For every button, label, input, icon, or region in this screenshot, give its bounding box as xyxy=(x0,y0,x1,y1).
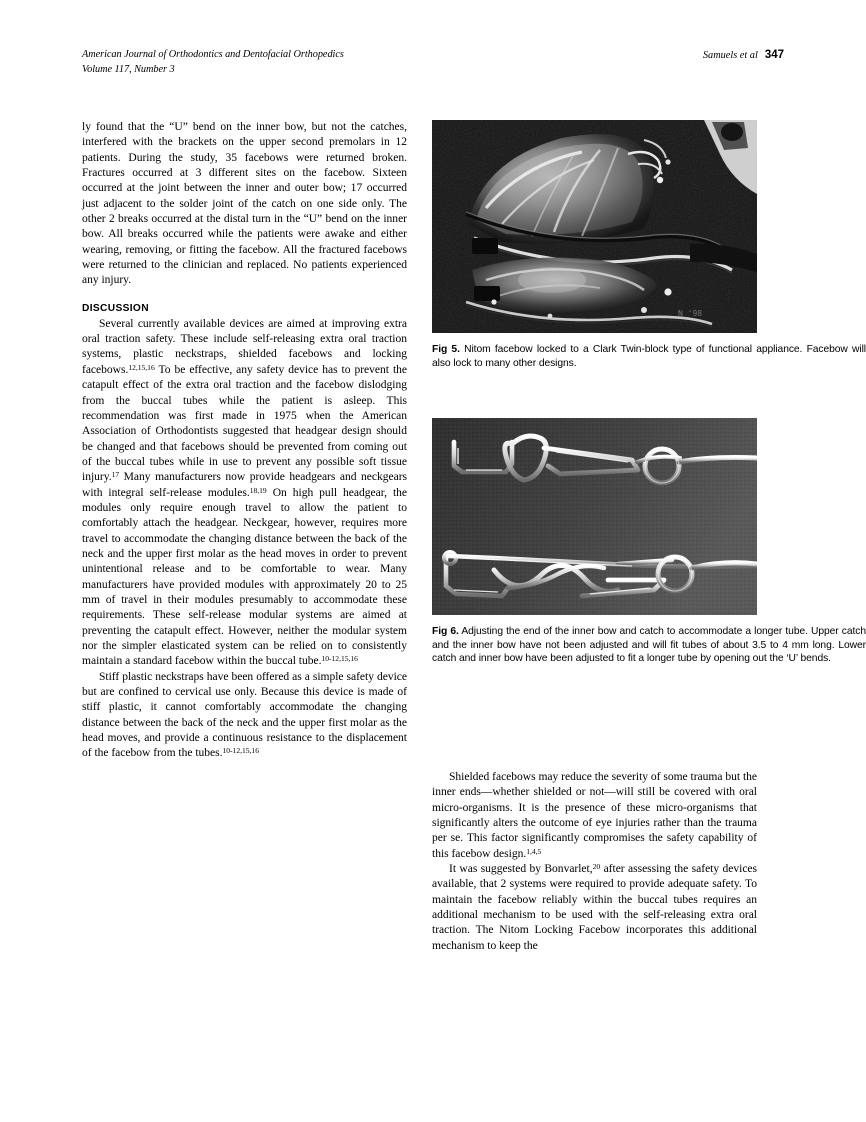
right-column xyxy=(432,770,757,954)
figure-5 xyxy=(432,120,866,370)
figure-6-caption-text: Adjusting the end of the inner bow and catch to accommodate a longer tube. Upper catch and the inner bow have not been adjusted and will fit tubes of about 3.5 to 4 mm long. Lower catch and inner bow have been adjusted to fit a longer tube by opening out the ‘U’ bends. xyxy=(432,626,866,665)
reference-marker: 20 xyxy=(592,862,601,872)
running-head-journal xyxy=(82,48,344,77)
running-head-authors: Samuels et al xyxy=(702,50,758,61)
left-column xyxy=(82,120,407,762)
figure-5-photo xyxy=(432,120,757,333)
paragraph-shielded-facebows xyxy=(432,770,757,862)
page-number: 347 xyxy=(764,49,784,61)
facebook-appliance-photo-graphic xyxy=(432,120,757,333)
paragraph-discussion-1 xyxy=(82,317,407,670)
text-run: Stiff plastic neckstraps have been offered as a simple safety device but are confined to cervical use only. Because this device is made of stiff plastic, it cannot comfortably accommodate the changing distance between the back of the neck and the upper first molar as the head moves, and provide a continuous resistance to the displacement of the facebow from the tubes. xyxy=(82,670,407,760)
paragraph-discussion-2 xyxy=(82,670,407,762)
paragraph-continued: ly found that the “U” bend on the inner bow, but not the catches, interfered with the brackets on the upper second premolars in 12 patients. During the study, 35 facebows were returned broken. Fractures occurred at 3 different sites on the facebow. Sixteen occurred at the joint between the inner and outer bow; 17 occurred just adjacent to the solder joint of the catch on one side only. The other 2 breaks occurred at the distal turn in the “U” bend on the inner bow. All breaks occurred while the patients were awake and either wearing, removing, or fitting the facebow. All the fractured facebows were returned to the clinician and replaced. No patients experienced any injury. xyxy=(82,121,407,287)
text-run: after assessing the safety devices available, that 2 systems were required to provide adequate safety. To maintain the facebow reliably within the buccal tubes requires an additional mechanism to be used with the self-releasing extra oral traction. The Nitom Locking Facebow incorporates this additional mechanism to keep the xyxy=(432,863,757,952)
reference-marker: 17 xyxy=(111,470,120,480)
reference-marker: 1,4,5 xyxy=(526,846,542,856)
figure-5-label: Fig 5. xyxy=(432,344,460,355)
text-run: On high pull headgear, the modules only require enough travel to allow the patient to comfortably attach the headgear. Neckgear, however, requires more travel to accommodate the changing distance between the back of the neck and the upper first molar as the head moves in order to prevent unintentional release and to be comfortable to wear. Many manufacturers have provided modules with approximately 20 to 25 mm of travel in their modules presumably to accommodate these requirements. These self-release modular systems are aimed at preventing the catapult effect. However, neither the modular system nor the simpler elasticated system can be relied on to consistently maintain a standard facebow within the buccal tube. xyxy=(82,486,407,668)
text-run: Shielded facebows may reduce the severity of some trauma but the inner ends—whether shielded or not—will still be covered with oral micro-organisms. It is the presence of these micro-organisms that significantly alters the outcome of eye injuries rather than the trauma per se. This factor significantly compromises the safety capability of this facebow design. xyxy=(432,771,757,860)
running-head-volume-issue: Volume 117, Number 3 xyxy=(82,63,175,75)
reference-marker: 18,19 xyxy=(249,485,267,495)
paragraph-bonvarlet xyxy=(432,862,757,954)
text-run: To be effective, any safety device has to prevent the catapult effect of the extra oral traction and the facebow dislodging from the buccal tubes while the patient is asleep. This recommendation was first made in 1975 when the American Association of Orthodontists suggested that headgear design should be changed and that facebows should be prevented from coming out of the buccal tubes while in use to prevent any possible soft tissue injury. xyxy=(82,363,407,484)
figure-6-photo xyxy=(432,418,757,615)
running-head xyxy=(82,48,784,84)
running-head-journal-title: American Journal of Orthodontics and Dentofacial Orthopedics xyxy=(82,49,344,60)
section-heading-discussion: DISCUSSION xyxy=(82,302,149,314)
reference-marker: 12,15,16 xyxy=(128,362,155,372)
reference-marker: 10-12,15,16 xyxy=(222,746,259,756)
svg-text:N '98: N '98 xyxy=(678,309,703,318)
figure-6-caption xyxy=(432,625,866,666)
inner-bow-catch-photo-graphic xyxy=(432,418,757,615)
figure-6-label: Fig 6. xyxy=(432,626,459,637)
text-run: Several currently available devices are aimed at improving extra oral traction safety. These include self-releasing extra oral traction systems, plastic neckstraps, shielded facebows and locking facebows. xyxy=(82,317,407,376)
reference-marker: 10-12,15,16 xyxy=(321,654,358,664)
text-run: Many manufacturers now provide headgears and neckgears with integral self-release modules. xyxy=(82,471,407,499)
figure-5-caption xyxy=(432,343,866,370)
text-run: It was suggested by Bonvarlet, xyxy=(449,863,593,876)
figure-6 xyxy=(432,418,866,666)
figure-5-caption-text: Nitom facebow locked to a Clark Twin-block type of functional appliance. Facebow will also lock to many other designs. xyxy=(432,344,866,369)
running-head-attribution xyxy=(703,48,784,64)
